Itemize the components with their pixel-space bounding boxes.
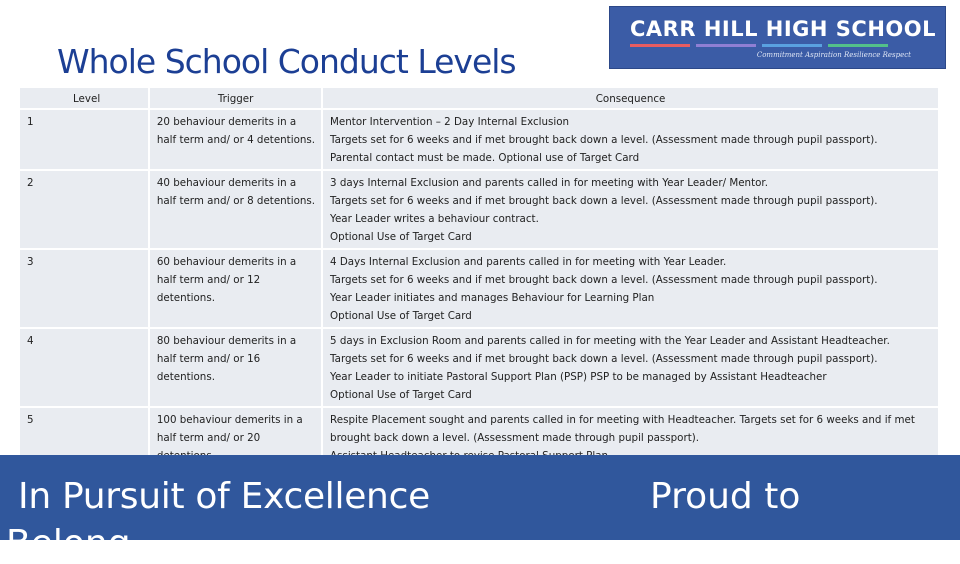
logo-bar-purple <box>696 44 756 47</box>
level-cell: 1 <box>20 110 150 171</box>
consequence-line: Year Leader writes a behaviour contract. <box>330 213 539 225</box>
consequence-line: Targets set for 6 weeks and if met brought back down a level. (Assessment made through pupil passport). <box>330 134 878 146</box>
level-cell: 5 <box>20 408 150 469</box>
trigger-line: 20 behaviour demerits in a <box>156 116 297 128</box>
trigger-line: 60 behaviour demerits in a <box>156 256 297 268</box>
consequence-line: Year Leader to initiate Pastoral Support Plan (PSP) PSP to be managed by Assistant Headteacher <box>330 371 827 383</box>
slogan-proud-to: Proud to <box>650 476 801 517</box>
logo-tagline: Commitment Aspiration Resilience Respect <box>756 51 911 59</box>
logo-school-name: CARR HILL HIGH SCHOOL <box>630 17 936 41</box>
footer-banner <box>0 455 960 564</box>
trigger-line: 100 behaviour demerits in a <box>156 414 303 426</box>
consequence-line: Year Leader initiates and manages Behaviour for Learning Plan <box>330 292 655 304</box>
consequence-line: Targets set for 6 weeks and if met brought back down a level. (Assessment made through pupil passport). <box>330 274 878 286</box>
slogan-in-pursuit: In Pursuit of Excellence <box>18 476 430 517</box>
school-logo <box>609 6 946 69</box>
trigger-line: half term and/ or 16 <box>156 353 261 365</box>
table-row <box>20 329 940 408</box>
trigger-line: 80 behaviour demerits in a <box>156 335 297 347</box>
consequence-line: Optional Use of Target Card <box>330 231 472 243</box>
logo-bar-green <box>828 44 888 47</box>
consequence-line: Targets set for 6 weeks and if met brought back down a level. (Assessment made through pupil passport). <box>330 195 878 207</box>
level-cell: 2 <box>20 171 150 250</box>
consequence-line: 5 days in Exclusion Room and parents called in for meeting with the Year Leader and Assistant Headteacher. <box>330 335 890 347</box>
page-title: Whole School Conduct Levels <box>57 42 516 81</box>
trigger-cell <box>150 110 323 171</box>
level-cell: 4 <box>20 329 150 408</box>
consequence-line: Optional Use of Target Card <box>330 310 472 322</box>
consequence-line: Respite Placement sought and parents called in for meeting with Headteacher. Targets set for 6 weeks and if met <box>330 414 915 426</box>
trigger-cell <box>150 329 323 408</box>
header-level: Level <box>20 88 150 110</box>
consequence-line: brought back down a level. (Assessment made through pupil passport). <box>330 432 700 444</box>
table-row <box>20 171 940 250</box>
table-row <box>20 110 940 171</box>
trigger-line: half term and/ or 4 detentions. <box>156 134 316 146</box>
trigger-cell <box>150 250 323 329</box>
consequence-cell <box>323 250 940 329</box>
trigger-line: detentions. <box>156 371 215 383</box>
consequence-line: 3 days Internal Exclusion and parents called in for meeting with Year Leader/ Mentor. <box>330 177 768 189</box>
slogan-continuation: Belong <box>6 523 131 564</box>
header-trigger: Trigger <box>150 88 323 110</box>
level-cell: 3 <box>20 250 150 329</box>
trigger-line: 40 behaviour demerits in a <box>156 177 297 189</box>
trigger-line: half term and/ or 8 detentions. <box>156 195 316 207</box>
trigger-line: detentions. <box>156 292 215 304</box>
consequence-line: Parental contact must be made. Optional use of Target Card <box>330 152 640 164</box>
consequence-cell <box>323 171 940 250</box>
table-header-row <box>20 88 940 110</box>
consequence-cell <box>323 110 940 171</box>
consequence-line: Mentor Intervention – 2 Day Internal Exclusion <box>330 116 570 128</box>
consequence-line: 4 Days Internal Exclusion and parents called in for meeting with Year Leader. <box>330 256 727 268</box>
logo-bar-blue <box>762 44 822 47</box>
trigger-line: half term and/ or 20 <box>156 432 261 444</box>
trigger-cell <box>150 171 323 250</box>
trigger-line: half term and/ or 12 <box>156 274 261 286</box>
consequence-line: Optional Use of Target Card <box>330 389 472 401</box>
logo-bar-red <box>630 44 690 47</box>
conduct-levels-table <box>20 88 940 469</box>
header-consequence: Consequence <box>323 88 940 110</box>
consequence-cell <box>323 329 940 408</box>
consequence-line: Targets set for 6 weeks and if met brought back down a level. (Assessment made through pupil passport). <box>330 353 878 365</box>
logo-color-bars <box>630 44 888 47</box>
table-row <box>20 250 940 329</box>
